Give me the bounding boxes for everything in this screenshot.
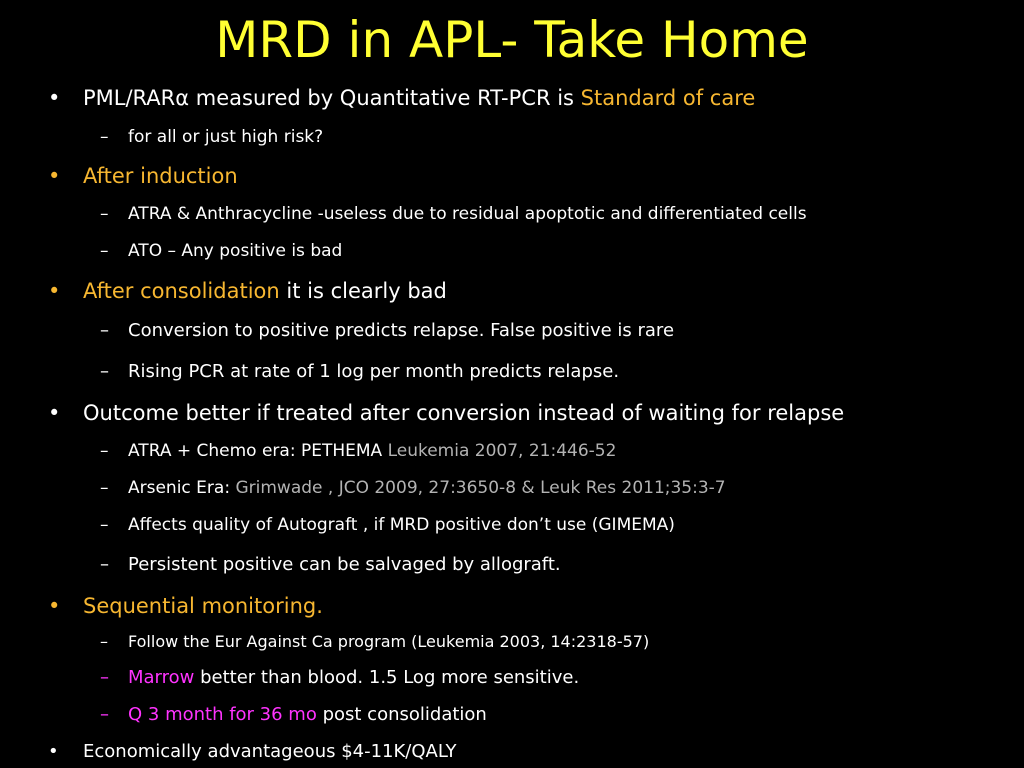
sub-bullet-text: post consolidation xyxy=(316,704,487,725)
emphasis-text: Q 3 month for 36 mo xyxy=(128,704,317,725)
dash-marker: – xyxy=(100,632,108,651)
citation-text: Grimwade , JCO 2009, 27:3650-8 & Leuk Res 2011;35:3-7 xyxy=(235,478,726,498)
bullet-marker: • xyxy=(48,401,61,425)
bullet-text: Economically advantageous $4-11K/QALY xyxy=(83,741,457,762)
sub-bullet-text: for all or just high risk? xyxy=(128,127,324,147)
bullet-text: After induction xyxy=(83,164,238,188)
bullet-text: it is clearly bad xyxy=(279,279,447,303)
citation-text: Leukemia 2007, 21:446-52 xyxy=(387,441,617,461)
sub-bullet-text: Conversion to positive predicts relapse. False positive is rare xyxy=(128,320,675,341)
bullet-marker: • xyxy=(48,279,61,303)
bullet-marker: • xyxy=(48,594,61,618)
dash-marker: – xyxy=(100,204,109,224)
sub-bullet-text: Affects quality of Autograft , if MRD positive don’t use (GIMEMA) xyxy=(128,515,675,535)
sub-bullet-text: Follow the Eur Against Ca program (Leukemia 2003, 14:2318-57) xyxy=(128,632,650,651)
dash-marker: – xyxy=(100,127,109,147)
dash-marker: – xyxy=(100,361,109,382)
slide-title: MRD in APL- Take Home xyxy=(215,11,809,69)
emphasis-text: Marrow xyxy=(128,667,195,688)
dash-marker: – xyxy=(100,320,109,341)
sub-bullet-text: ATRA + Chemo era: PETHEMA xyxy=(128,441,388,461)
bullet-marker: • xyxy=(48,164,61,188)
dash-marker: – xyxy=(100,241,109,261)
highlight-text: After consolidation xyxy=(83,279,280,303)
bullet-text: Outcome better if treated after conversion instead of waiting for relapse xyxy=(83,401,845,425)
bullet-text: PML/RARα measured by Quantitative RT-PCR is xyxy=(83,86,581,110)
sub-bullet-text: Persistent positive can be salvaged by allograft. xyxy=(128,554,561,575)
sub-bullet-text: better than blood. 1.5 Log more sensitive. xyxy=(194,667,580,688)
bullet-text: Sequential monitoring. xyxy=(83,594,323,618)
sub-bullet-text: Rising PCR at rate of 1 log per month predicts relapse. xyxy=(128,361,620,382)
dash-marker: – xyxy=(100,441,109,461)
bullet-marker: • xyxy=(48,86,61,110)
dash-marker: – xyxy=(100,667,109,688)
dash-marker: – xyxy=(100,704,109,725)
bullet-marker: • xyxy=(48,741,59,762)
dash-marker: – xyxy=(100,515,109,535)
sub-bullet-text: ATO – Any positive is bad xyxy=(128,241,343,261)
sub-bullet-text: ATRA & Anthracycline -useless due to residual apoptotic and differentiated cells xyxy=(128,204,807,224)
dash-marker: – xyxy=(100,554,109,575)
highlight-text: Standard of care xyxy=(580,86,756,110)
sub-bullet-text: Arsenic Era: xyxy=(128,478,236,498)
dash-marker: – xyxy=(100,478,109,498)
